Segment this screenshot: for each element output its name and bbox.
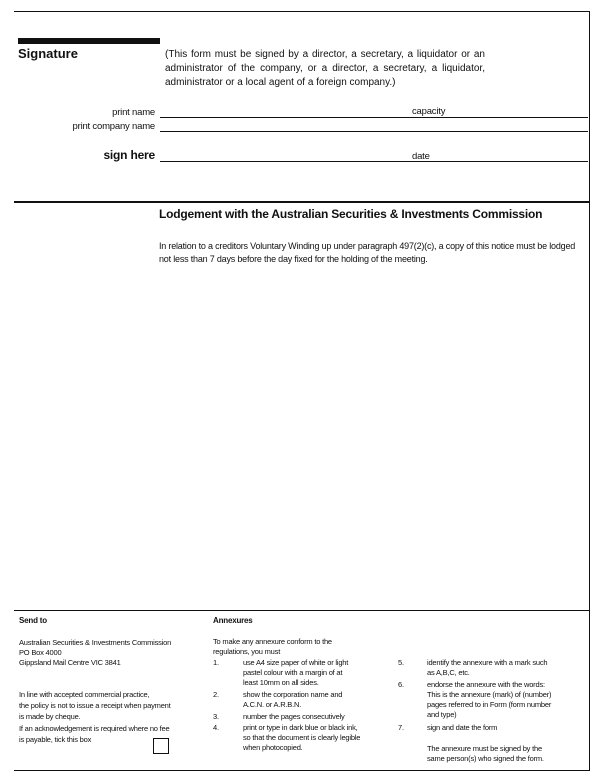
annexure-item-line: endorse the annexure with the words: (427, 680, 545, 689)
annexure-item-line: print or type in dark blue or black ink, (243, 723, 358, 732)
annexure-item-number: 2. (213, 690, 219, 699)
annexure-item-number: 5. (398, 658, 404, 667)
right-border (589, 11, 590, 771)
acknowledgement-checkbox[interactable] (153, 738, 169, 754)
signature-heading: Signature (18, 46, 78, 61)
annexure-note-line: The annexure must be signed by the (427, 744, 542, 753)
annexure-item-line: and type) (427, 710, 457, 719)
annexure-item-line: sign and date the form (427, 723, 498, 732)
annexure-item-line: show the corporation name and (243, 690, 343, 699)
send-to-heading: Send to (19, 616, 47, 625)
bottom-border (14, 770, 590, 771)
print-company-name-line[interactable] (160, 131, 588, 132)
annexure-item-line: use A4 size paper of white or light (243, 658, 349, 667)
annexure-item-number: 4. (213, 723, 219, 732)
acknowledgement-line: is payable, tick this box (19, 735, 92, 744)
send-to-address-line: Gippsland Mail Centre VIC 3841 (19, 658, 121, 667)
annexure-item-line: so that the document is clearly legible (243, 733, 361, 742)
annexure-item-line: This is the annexure (mark) of (number) (427, 690, 552, 699)
signature-instruction: (This form must be signed by a director, a secretary, a liquidator or an administrator of the company, or a director, a secretary, a liquidator, administrator or a local agent of a foreign company.) (165, 49, 485, 88)
annexure-item-number: 7. (398, 723, 404, 732)
signature-line[interactable] (160, 161, 588, 162)
lodgement-title: Lodgement with the Australian Securities & Investments Commission (159, 207, 543, 221)
annexure-item-line: pages referred to in Form (form number (427, 700, 552, 709)
signature-bar (18, 38, 160, 44)
annexure-item-line: least 10mm on all sides. (243, 678, 319, 687)
annexure-item-line: identify the annexure with a mark such (427, 658, 548, 667)
section-divider (14, 201, 590, 203)
print-name-label: print name (112, 107, 155, 118)
annexure-item-number: 3. (213, 712, 219, 721)
annexure-note-line: same person(s) who signed the form. (427, 754, 544, 763)
annexure-item-line: when photocopied. (243, 743, 303, 752)
print-name-line[interactable] (160, 117, 588, 118)
annexure-item-line: pastel colour with a margin of at (243, 668, 343, 677)
policy-line: In line with accepted commercial practice, (19, 690, 150, 699)
annexure-item-number: 6. (398, 680, 404, 689)
annexures-intro-line: regulations, you must (213, 647, 281, 656)
bottom-panel-divider (14, 610, 590, 611)
print-company-name-label: print company name (72, 121, 155, 132)
send-to-address-line: Australian Securities & Investments Commission (19, 638, 172, 647)
capacity-label: capacity (412, 106, 446, 117)
annexure-item-line: as A,B,C, etc. (427, 668, 470, 677)
annexure-item-number: 1. (213, 658, 219, 667)
annexure-item-line: A.C.N. or A.R.B.N. (243, 700, 302, 709)
top-border (14, 11, 590, 12)
policy-line: the policy is not to issue a receipt when payment (19, 701, 171, 710)
date-label: date (412, 151, 430, 162)
annexures-heading: Annexures (213, 616, 253, 625)
annexures-intro-line: To make any annexure conform to the (213, 637, 332, 646)
acknowledgement-line: If an acknowledgement is required where no fee (19, 724, 170, 733)
lodgement-body: In relation to a creditors Voluntary Winding up under paragraph 497(2)(c), a copy of this notice must be lodged not less than 7 days before the day fixed for the holding of the meeting. (159, 241, 576, 264)
sign-here-label: sign here (103, 148, 155, 162)
annexure-item-line: number the pages consecutively (243, 712, 345, 721)
send-to-address-line: PO Box 4000 (19, 648, 62, 657)
policy-line: is made by cheque. (19, 712, 81, 721)
